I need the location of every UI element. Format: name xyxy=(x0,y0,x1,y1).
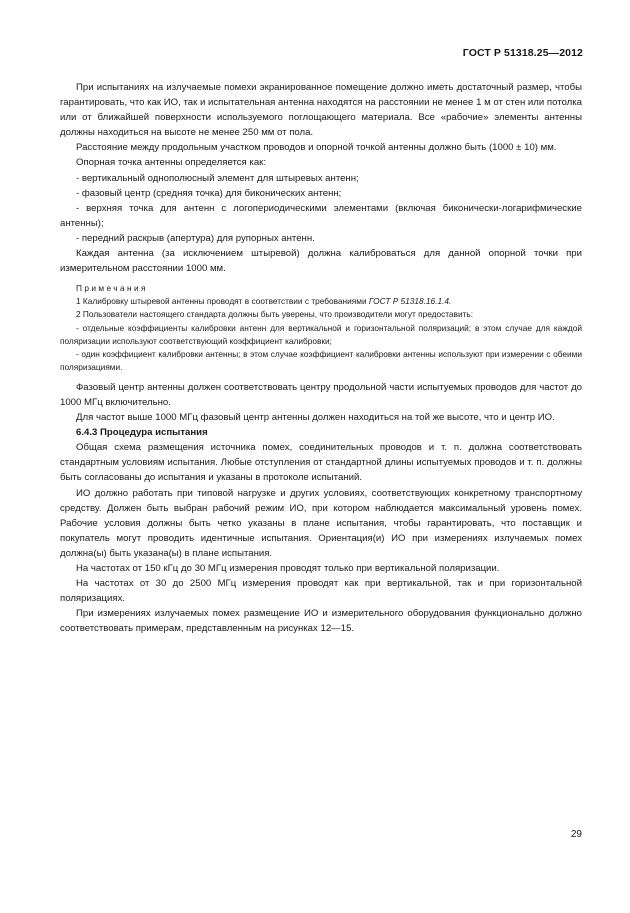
note-1 xyxy=(60,295,582,308)
paragraph: Для частот выше 1000 МГц фазовый центр антенны должен находиться на той же высоте, что и центр ИО. xyxy=(76,412,555,424)
paragraph: На частотах от 150 кГц до 30 МГц измерения проводят только при вертикальной поляризации. xyxy=(76,563,500,574)
paragraph: Общая схема размещения источника помех, соединительных проводов и т. п. должна соответствовать стандартным условиям испытания. Любые отступления от стандартной длины испытуемых проводов и т. п. должны быть согласованы до испытания и указаны в протоколе испытаний. xyxy=(60,442,582,484)
paragraph: При измерениях излучаемых помех размещение ИО и измерительного оборудования функционально должно соответствовать примерам, представленным на рисунках 12—15. xyxy=(60,608,582,635)
paragraph: Расстояние между продольным участком проводов и опорной точкой антенны должно быть (1000 ± 10) мм. xyxy=(76,142,557,154)
note-item: - отдельные коэффициенты калибровки антенн для вертикальной и горизонтальной поляризаций; в этом случае для каждой поляризации используют соответствующий коэффициент калибровки; xyxy=(60,322,582,346)
paragraph: Опорная точка антенны определяется как: xyxy=(76,157,267,169)
note-1-reference: ГОСТ Р 51318.16.1.4. xyxy=(368,296,452,307)
list-item: - верхняя точка для антенн с логопериодическими элементами (включая биконически-логарифмические антенны); xyxy=(60,202,582,229)
paragraph: Каждая антенна (за исключением штыревой) должна калиброваться для данной опорной точки при измерительном расстоянии 1000 мм. xyxy=(60,248,582,275)
note-item: - один коэффициент калибровки антенны; в этом случае коэффициент калибровки антенны используют при измерении с обеими поляризациями. xyxy=(60,348,582,372)
note-2: 2 Пользователи настоящего стандарта должны быть уверены, что производители могут предоставить: xyxy=(76,309,474,320)
notes-block xyxy=(60,282,582,374)
section-heading: 6.4.3 Процедура испытания xyxy=(76,427,208,439)
list-item: - передний раскрыв (апертура) для рупорных антенн. xyxy=(76,232,315,244)
list-item: - фазовый центр (средняя точка) для биконических антенн; xyxy=(76,187,342,199)
paragraph: На частотах от 30 до 2500 МГц измерения проводят как при вертикальной, так и при горизонтальной поляризациях. xyxy=(60,578,582,605)
body-text xyxy=(60,80,582,636)
paragraph: При испытаниях на излучаемые помехи экранированное помещение должно иметь достаточный размер, чтобы гарантировать, что как ИО, так и испытательная антенна находятся на расстоянии не менее 1 м от стен или потолка или от ближайшей поверхности используемого поглощающего материала. Все «рабочие» элементы антенны должны находиться на высоте не менее 250 мм от пола. xyxy=(60,82,582,139)
paragraph: Фазовый центр антенны должен соответствовать центру продольной части испытуемых проводов для частот до 1000 МГц включительно. xyxy=(60,381,582,408)
list-item: - вертикальный однополюсный элемент для штыревых антенн; xyxy=(76,172,359,184)
note-1-text: 1 Калибровку штыревой антенны проводят в соответствии с требованиями xyxy=(76,296,369,307)
paragraph: ИО должно работать при типовой нагрузке и других условиях, соответствующих конкретному транспортному средству. Должен быть выбран рабочий режим ИО, при котором наблюдается максимальный уровень помех. Рабочие условия должны быть четко указаны в плане испытания, чтобы гарантировать, что поставщик и покупатель могут проводить идентичные испытания. Ориентация(и) ИО при измерениях излучаемых помех должна(ы) быть указана(ы) в плане испытания. xyxy=(60,487,582,559)
page-number: 29 xyxy=(570,829,582,840)
standard-header: ГОСТ Р 51318.25—2012 xyxy=(462,47,583,59)
notes-heading: Примечания xyxy=(76,283,148,294)
